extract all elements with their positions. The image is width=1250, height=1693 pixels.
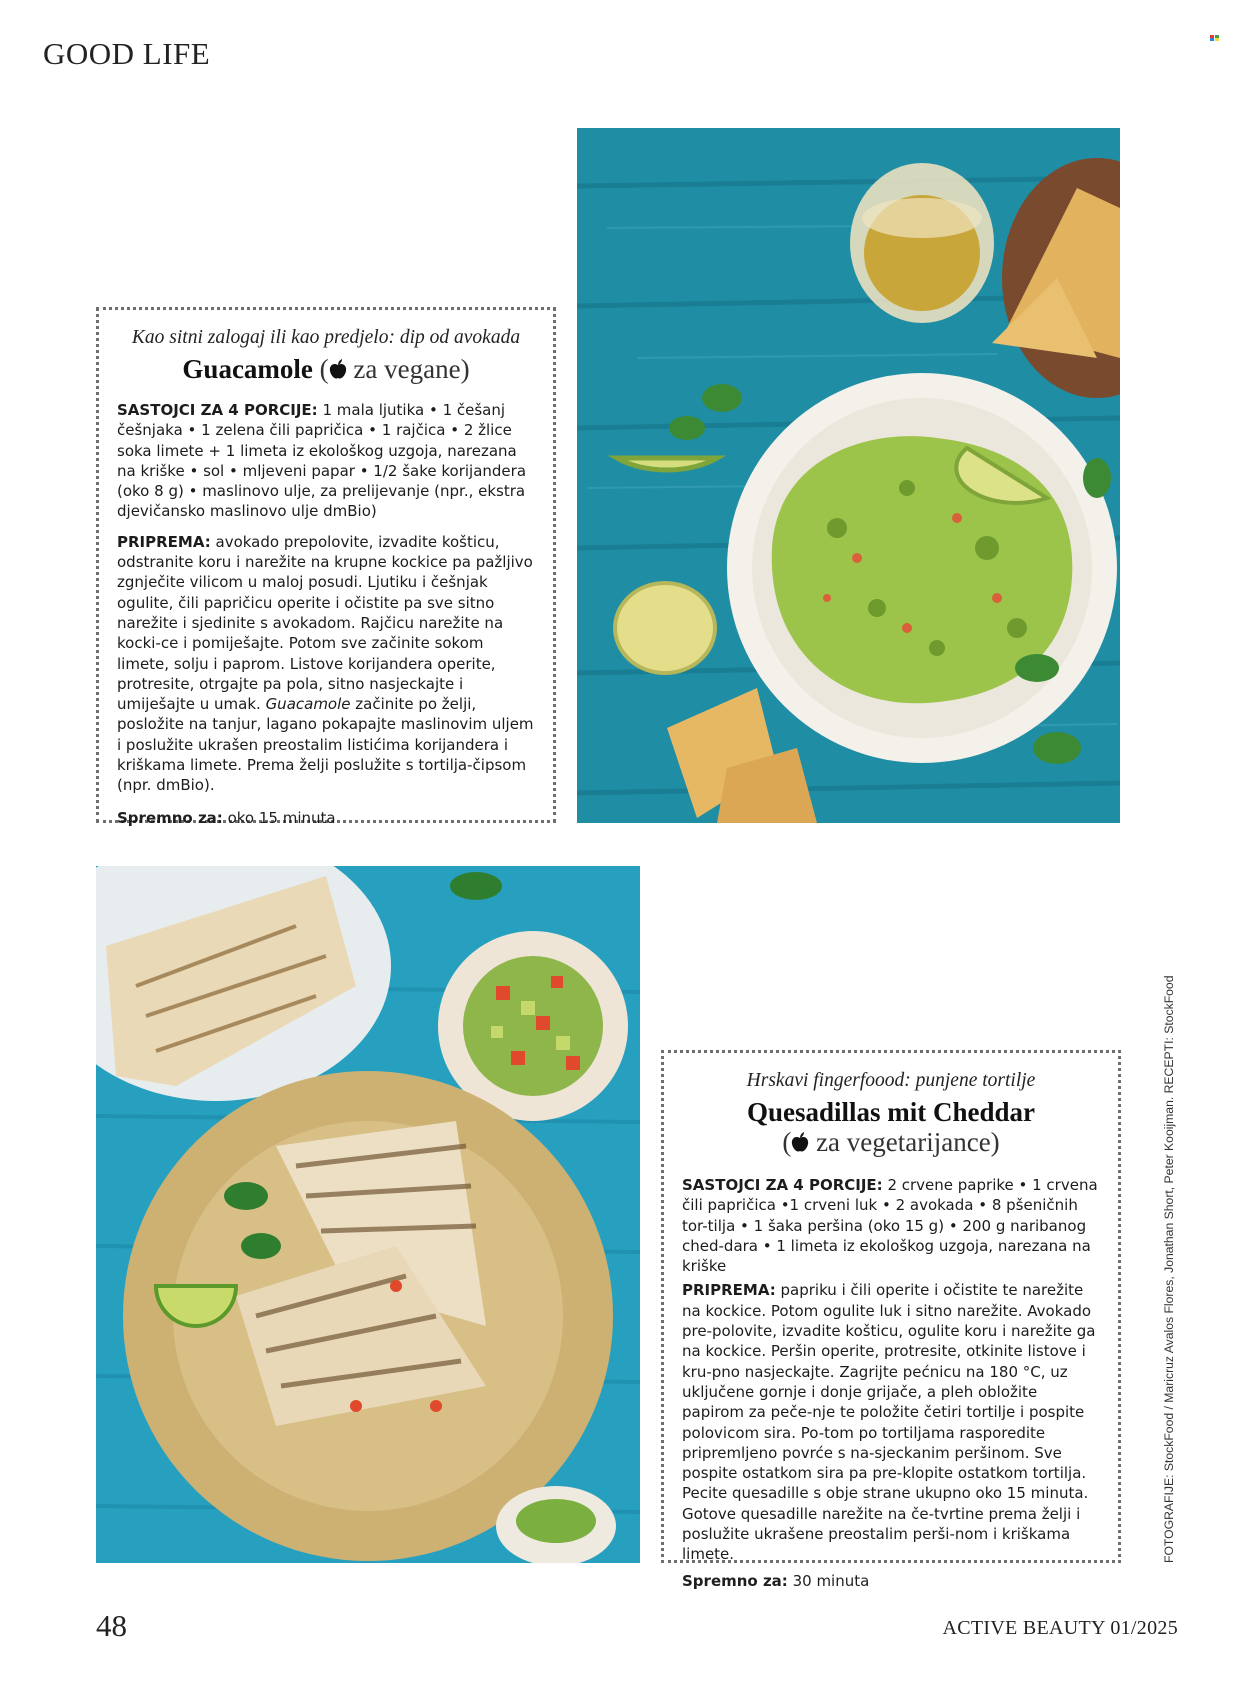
apple-icon bbox=[329, 359, 347, 380]
guacamole-prep-text-1: avokado prepolovite, izvadite košticu, odstranite koru i narežite na krupne kockice pa pažljivo zgnječite vilicom u maloj posudi. Ljutiku i češnjak ogulite, čili papričicu operite i očistite pa sve sitno narežite i sjedinite s avokadom. Rajčicu narežite na kocki-ce i pomiješajte. Potom sve začinite sokom limete, solju i paprom. Listove korijandera operite, protresite, otrgajte pa pola, sitno nasjeckajte i umiješajte u umak. bbox=[117, 532, 533, 714]
guacamole-prep-label: PRIPREMA: bbox=[117, 532, 211, 551]
guacamole-ingredients bbox=[117, 400, 535, 522]
quesadillas-ready-label: Spremno za: bbox=[682, 1571, 788, 1590]
quesadillas-title-text: Quesadillas mit Cheddar bbox=[746, 1097, 1036, 1127]
guacamole-title-text: Guacamole bbox=[182, 354, 313, 384]
page-number: 48 bbox=[96, 1608, 127, 1643]
quesadillas-tag-line bbox=[682, 1127, 1100, 1157]
quesadillas-title bbox=[682, 1097, 1100, 1127]
quesadillas-ingredients bbox=[682, 1175, 1100, 1276]
guacamole-prep-text-2: začinite po želji, posložite na tanjur, lagano pokapajte maslinovim uljem i poslužite ukrašen preostalim listićima korijandera i kriškama limete. Prema želji poslužite s tortilja-čipsom (npr. dmBio). bbox=[117, 695, 534, 795]
guacamole-ingredients-label: SASTOJCI ZA 4 PORCIJE: bbox=[117, 401, 318, 419]
quesadillas-prep-label: PRIPREMA: bbox=[682, 1281, 776, 1300]
quesadillas-recipe-box bbox=[661, 1050, 1121, 1590]
guacamole-recipe-box bbox=[96, 307, 556, 827]
guacamole-ready-value: oko 15 minuta bbox=[227, 808, 336, 827]
color-registration-mark bbox=[1210, 35, 1219, 41]
quesadillas-ingredients-text: 2 crvene paprike • 1 crvena čili papričica •1 crveni luk • 2 avokada • 8 pšeničnih tor-tilja • 1 šaka peršina (oko 15 g) • 200 g naribanog ched-dara • 1 limeta iz ekološkog uzgoja, narezana na kriške bbox=[682, 1176, 1098, 1276]
guacamole-prep-italic: Guacamole bbox=[265, 695, 351, 714]
guacamole-preparation bbox=[117, 532, 535, 796]
magazine-section-brand: GOOD LIFE bbox=[43, 36, 211, 71]
quesadillas-prep-text: papriku i čili operite i očistite te narežite na kockice. Potom ogulite luk i sitno narežite. Avokado pre-polovite, izvadite košticu, ogulite koru i narežite ga na kockice. Peršin operite, protresite, otkinite listove i kru-pno nasjeckajte. Zagrijte pećnicu na 180 °C, uz uključene gornje i donje grijače, a pleh obložite papirom za peče-nje te položite četiri tortilje i pospite polovicom sira. Po-tom po tortiljama rasporedite pripremljeno povrće s na-sjeckanim peršinom. Sve pospite ostatkom sira pa pre-klopite ostatkom tortilja. Pecite quesadille s obje strane ukupno oko 15 minuta. Gotove quesadille narežite na če-tvrtine prema želji i poslužite ukrašene preostalim perši-nom i kriškama limete. bbox=[682, 1281, 1096, 1564]
guacamole-heading bbox=[117, 326, 535, 384]
quesadillas-ready-value: 30 minuta bbox=[792, 1571, 870, 1590]
guacamole-ingredients-text: 1 mala ljutika • 1 češanj češnjaka • 1 zelena čili papričica • 1 rajčica • 2 žlice soka limete + 1 limeta iz ekološkog uzgoja, narezana na kriške • sol • mljeveni papar • 1/2 šake korijandera (oko 8 g) • maslinovo ulje, za prelijevanje (npr., ekstra djevičansko maslinovo ulje dmBio) bbox=[117, 401, 527, 521]
quesadillas-ready-time bbox=[682, 1571, 1100, 1591]
quesadillas-ingredients-label: SASTOJCI ZA 4 PORCIJE: bbox=[682, 1176, 883, 1194]
guacamole-title bbox=[117, 354, 535, 384]
apple-icon bbox=[791, 1132, 809, 1153]
quesadillas-diet-tag: za vegetarijance) bbox=[816, 1127, 1000, 1157]
guacamole-ready-time bbox=[117, 808, 535, 828]
guacamole-photo bbox=[577, 128, 1120, 823]
guacamole-ready-label: Spremno za: bbox=[117, 808, 223, 827]
quesadillas-kicker: Hrskavi fingerfoood: punjene tortilje bbox=[746, 1070, 1036, 1091]
guacamole-kicker: Kao sitni zalogaj ili kao predjelo: dip od avokada bbox=[131, 327, 521, 348]
quesadillas-photo bbox=[96, 866, 640, 1563]
guacamole-diet-tag: za vegane) bbox=[353, 354, 470, 384]
photo-credits: FOTOGRAFIJE: StockFood / Maricruz Avalos Flores, Jonathan Short, Peter Kooijman. RECEPTI: StockFood bbox=[1162, 975, 1176, 1563]
quesadillas-preparation bbox=[682, 1280, 1100, 1564]
quesadillas-heading bbox=[682, 1069, 1100, 1157]
quesadillas-tag-open: ( bbox=[782, 1127, 792, 1157]
magazine-issue: ACTIVE BEAUTY 01/2025 bbox=[942, 1617, 1178, 1639]
guacamole-tag-open: ( bbox=[319, 354, 329, 384]
